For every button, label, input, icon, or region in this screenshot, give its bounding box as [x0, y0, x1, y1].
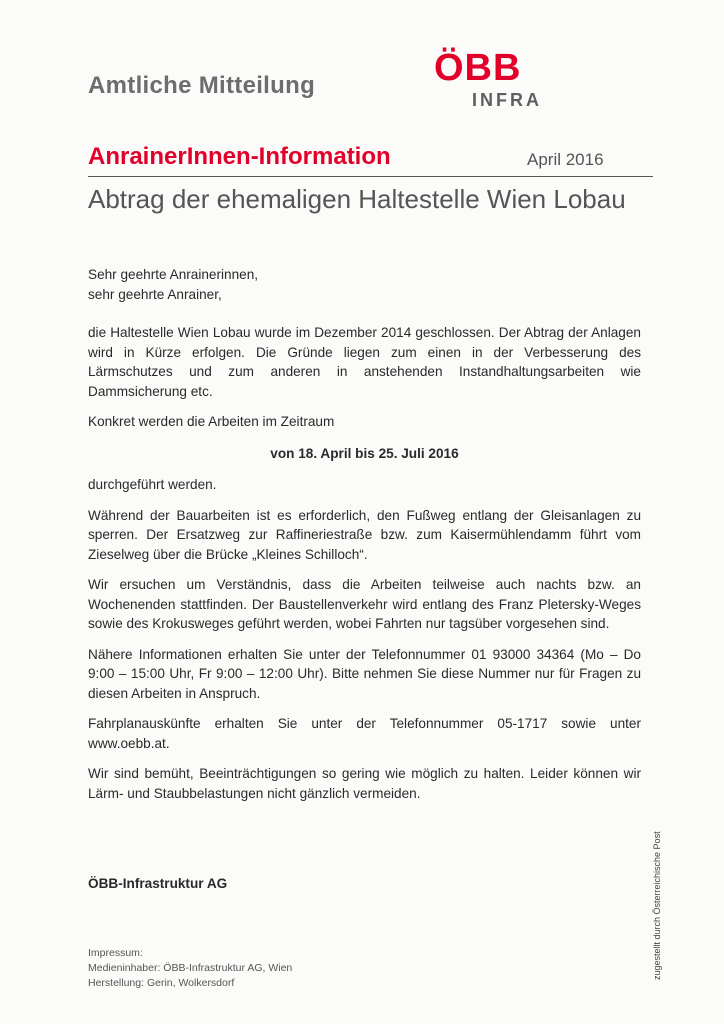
- oebb-infra-logo: [434, 46, 564, 116]
- header-divider: [88, 176, 653, 177]
- work-period: von 18. April bis 25. Juli 2016: [270, 445, 459, 461]
- letter-body: [88, 265, 641, 814]
- imprint-owner: Medieninhaber: ÖBB-Infrastruktur AG, Wien: [88, 962, 293, 974]
- header-kicker: Amtliche Mitteilung: [88, 72, 316, 99]
- paragraph-period-intro: Konkret werden die Arbeiten im Zeitraum: [88, 414, 335, 429]
- imprint-heading: Impressum:: [88, 947, 143, 959]
- postal-note-text: zugestellt durch Österreichische Post: [652, 831, 662, 980]
- paragraph-period-end: durchgeführt werden.: [88, 477, 217, 492]
- paragraph-closing: Wir sind bemüht, Beeinträchtigungen so gering wie möglich zu halten. Leider können wir Lärm- und Staubbelastungen nicht gänzlich vermeiden.: [88, 766, 641, 801]
- paragraph-closure: die Haltestelle Wien Lobau wurde im Dezember 2014 geschlossen. Der Abtrag der Anlagen wird in Kürze erfolgen. Die Gründe liegen zum einen in der Verbesserung des Lärmschutzes und zum anderen in anstehenden Instandhaltungsarbeiten wie Dammsicherung etc.: [88, 325, 641, 399]
- document-date: April 2016: [527, 150, 604, 169]
- imprint: [88, 946, 292, 991]
- salutation-line-1: Sehr geehrte Anrainerinnen,: [88, 267, 259, 282]
- logo-wordmark: ÖBB: [434, 47, 522, 89]
- imprint-production: Herstellung: Gerin, Wolkersdorf: [88, 977, 235, 989]
- salutation: [88, 265, 641, 304]
- paragraph-footpath: Während der Bauarbeiten ist es erforderlich, den Fußweg entlang der Gleisanlagen zu sperren. Der Ersatzweg zur Raffineriestraße bzw. zum Kaisermühlendamm führt vom Zieselweg über die Brücke „Kleines Schilloch“.: [88, 507, 641, 562]
- postal-note: [652, 820, 666, 980]
- salutation-line-2: sehr geehrte Anrainer,: [88, 286, 222, 302]
- signature-company: ÖBB-Infrastruktur AG: [88, 876, 228, 891]
- paragraph-contact: Nähere Informationen erhalten Sie unter der Telefonnummer 01 93000 34364 (Mo – Do 9:00 – 15:00 Uhr, Fr 9:00 – 12:00 Uhr). Bitte nehmen Sie diese Nummer nur für Fragen zu diesen Arbeiten in Anspruch.: [88, 646, 641, 701]
- document-category: AnrainerInnen-Information: [88, 143, 391, 170]
- paragraph-schedule: Wir ersuchen um Verständnis, dass die Arbeiten teilweise auch nachts bzw. an Wochenenden stattfinden. Der Baustellenverkehr wird entlang des Franz Pletersky-Weges sowie des Krokusweges geführt werden, wobei Fahrten nur tagsüber vorgesehen sind.: [88, 577, 641, 631]
- paragraph-timetable: Fahrplanauskünfte erhalten Sie unter der Telefonnummer 05-1717 sowie unter www.oebb.at.: [88, 716, 641, 751]
- document-title: Abtrag der ehemaligen Haltestelle Wien Lobau: [88, 184, 626, 214]
- logo-subtitle: INFRA: [472, 90, 542, 110]
